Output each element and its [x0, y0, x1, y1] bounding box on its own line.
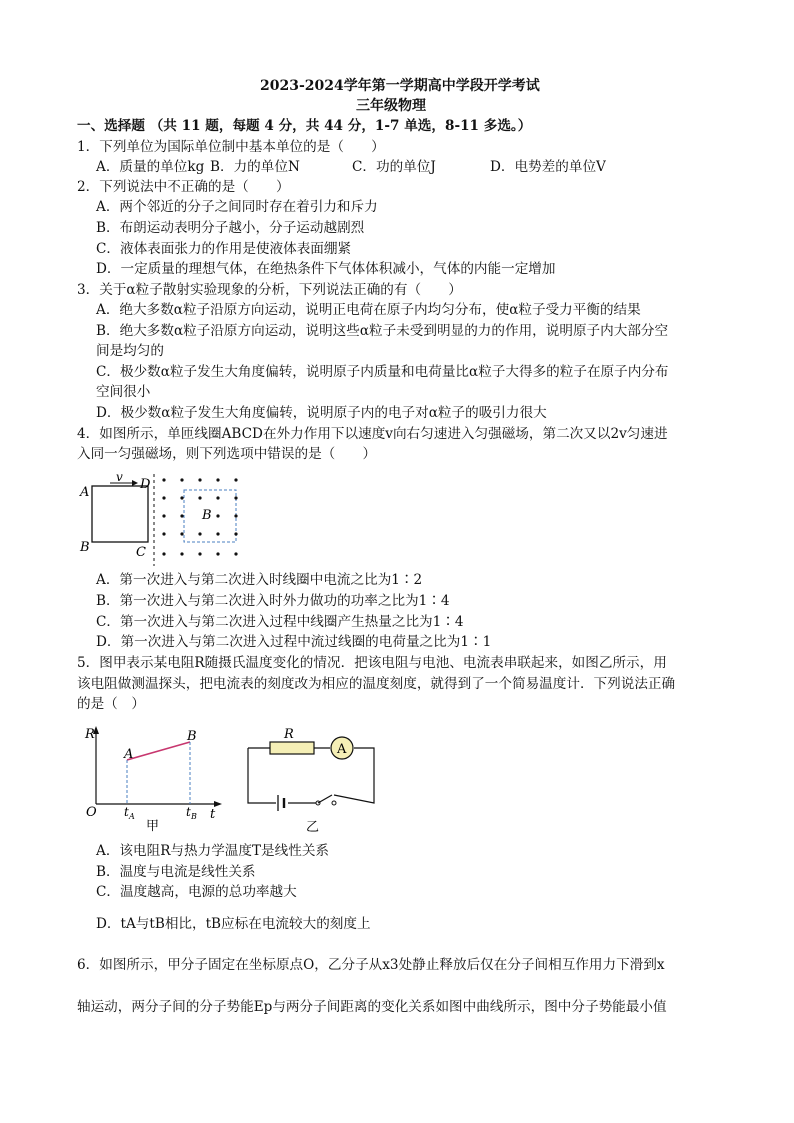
switch-lever [318, 795, 332, 803]
q5-option-d: D．tA与tB相比，tB应标在电流较大的刻度上 [96, 916, 371, 932]
resistor-label: R [284, 727, 294, 742]
caption-yi: 乙 [306, 820, 320, 835]
label-b-corner: B [80, 540, 90, 555]
q5-stem-line2: 该电阻做测温探头，把电流表的刻度改为相应的温度刻度，就得到了一个简易温度计．下列说法正确 [77, 676, 676, 692]
tick-ta: t [124, 805, 129, 819]
coil-abcd [92, 486, 148, 542]
exam-subtitle: 三年级物理 [356, 98, 426, 114]
exam-title: 2023-2024学年第一学期高中学段开学考试 [260, 78, 540, 94]
q2-option-c: C．液体表面张力的作用是使液体表面绷紧 [96, 241, 352, 257]
label-d: D [140, 477, 151, 492]
q2-option-d: D．一定质量的理想气体，在绝热条件下气体体积减小，气体的内能一定增加 [96, 261, 556, 277]
section-heading: 一、选择题 （共 11 题，每题 4 分，共 44 分，1-7 单选，8-11 多选。） [77, 118, 532, 134]
q2-stem: 2．下列说法中不正确的是（ ） [77, 179, 290, 195]
q5-stem-line1: 5．图甲表示某电阻R随摄氏温度变化的情况．把该电阻与电池、电流表串联起来，如图乙所示，用 [77, 655, 667, 671]
q4-option-a: A．第一次进入与第二次进入时线圈中电流之比为1∶2 [96, 572, 423, 588]
q4-figure-coil-field [76, 470, 256, 570]
q3-option-c-line2: 空间很小 [96, 384, 151, 400]
tick-tb-sub: B [191, 812, 197, 821]
point-b-label: B [187, 729, 197, 744]
velocity-arrowhead [132, 480, 138, 486]
axis-label-t: t [210, 807, 216, 822]
q1-stem: 1．下列单位为国际单位制中基本单位的是（ ） [77, 139, 385, 155]
q4-stem-line2: 入同一匀强磁场，则下列选项中错误的是（ ） [77, 446, 377, 462]
q5-option-b: B．温度与电流是线性关系 [96, 864, 256, 880]
field-label-b: B [202, 508, 212, 523]
q6-line2: 轴运动，两分子间的分子势能Ep与两分子间距离的变化关系如图中曲线所示，图中分子势能最小值 [77, 999, 667, 1015]
q4-option-b: B．第一次进入与第二次进入时外力做功的功率之比为1∶4 [96, 593, 450, 609]
tick-tb: t [186, 805, 191, 819]
label-c: C [136, 545, 146, 560]
label-a: A [80, 485, 90, 500]
velocity-label: v [116, 470, 123, 484]
q3-option-b-line1: B．绝大多数α粒子沿原方向运动，说明这些α粒子未受到明显的力的作用，说明原子内大部分空 [96, 323, 669, 339]
origin-label: O [86, 805, 97, 820]
axis-label-r: R [85, 727, 95, 742]
q3-option-d: D．极少数α粒子发生大角度偏转，说明原子内的电子对α粒子的吸引力很大 [96, 405, 547, 421]
q3-option-c-line1: C．极少数α粒子发生大角度偏转，说明原子内质量和电荷量比α粒子大得多的粒子在原子内分布 [96, 364, 669, 380]
tick-ta-sub: A [129, 812, 135, 821]
circuit-wire [248, 748, 374, 803]
q2-option-b: B．布朗运动表明分子越小，分子运动越剧烈 [96, 220, 365, 236]
caption-jia: 甲 [146, 819, 160, 834]
q1-option-c: C．功的单位J [352, 159, 436, 175]
q4-option-d: D．第一次进入与第二次进入过程中流过线圈的电荷量之比为1∶1 [96, 634, 492, 650]
r-t-line [127, 742, 190, 760]
q5-stem-line3: 的是（ ） [77, 696, 145, 712]
q5-option-c: C．温度越高，电源的总功率越大 [96, 884, 297, 900]
point-a-label: A [124, 747, 134, 762]
q5-option-a: A．该电阻R与热力学温度T是线性关系 [96, 843, 330, 859]
q3-option-b-line2: 间是均匀的 [96, 343, 164, 359]
q1-option-b: B．力的单位N [210, 159, 300, 175]
q1-option-d: D．电势差的单位V [490, 159, 606, 175]
q5-circuit-yi [238, 725, 388, 835]
q4-option-c: C．第一次进入与第二次进入过程中线圈产生热量之比为1∶4 [96, 614, 464, 630]
q4-stem-line1: 4．如图所示，单匝线圈ABCD在外力作用下以速度v向右匀速进入匀强磁场，第二次又以2v匀速进 [77, 426, 668, 442]
q1-option-a: A．质量的单位kg [96, 159, 205, 175]
q3-option-a: A．绝大多数α粒子沿原方向运动，说明正电荷在原子内均匀分布，使α粒子受力平衡的结果 [96, 302, 641, 318]
q5-graph-jia [82, 722, 232, 834]
switch-contact [332, 801, 336, 805]
q6-line1: 6．如图所示，甲分子固定在坐标原点O，乙分子从x3处静止释放后仅在分子间相互作用力下滑到x [77, 957, 665, 973]
resistor-r [270, 742, 314, 754]
q2-option-a: A．两个邻近的分子之间同时存在着引力和斥力 [96, 199, 378, 215]
ammeter-label: A [337, 742, 347, 757]
q3-stem: 3．关于α粒子散射实验现象的分析，下列说法正确的有（ ） [77, 282, 462, 298]
